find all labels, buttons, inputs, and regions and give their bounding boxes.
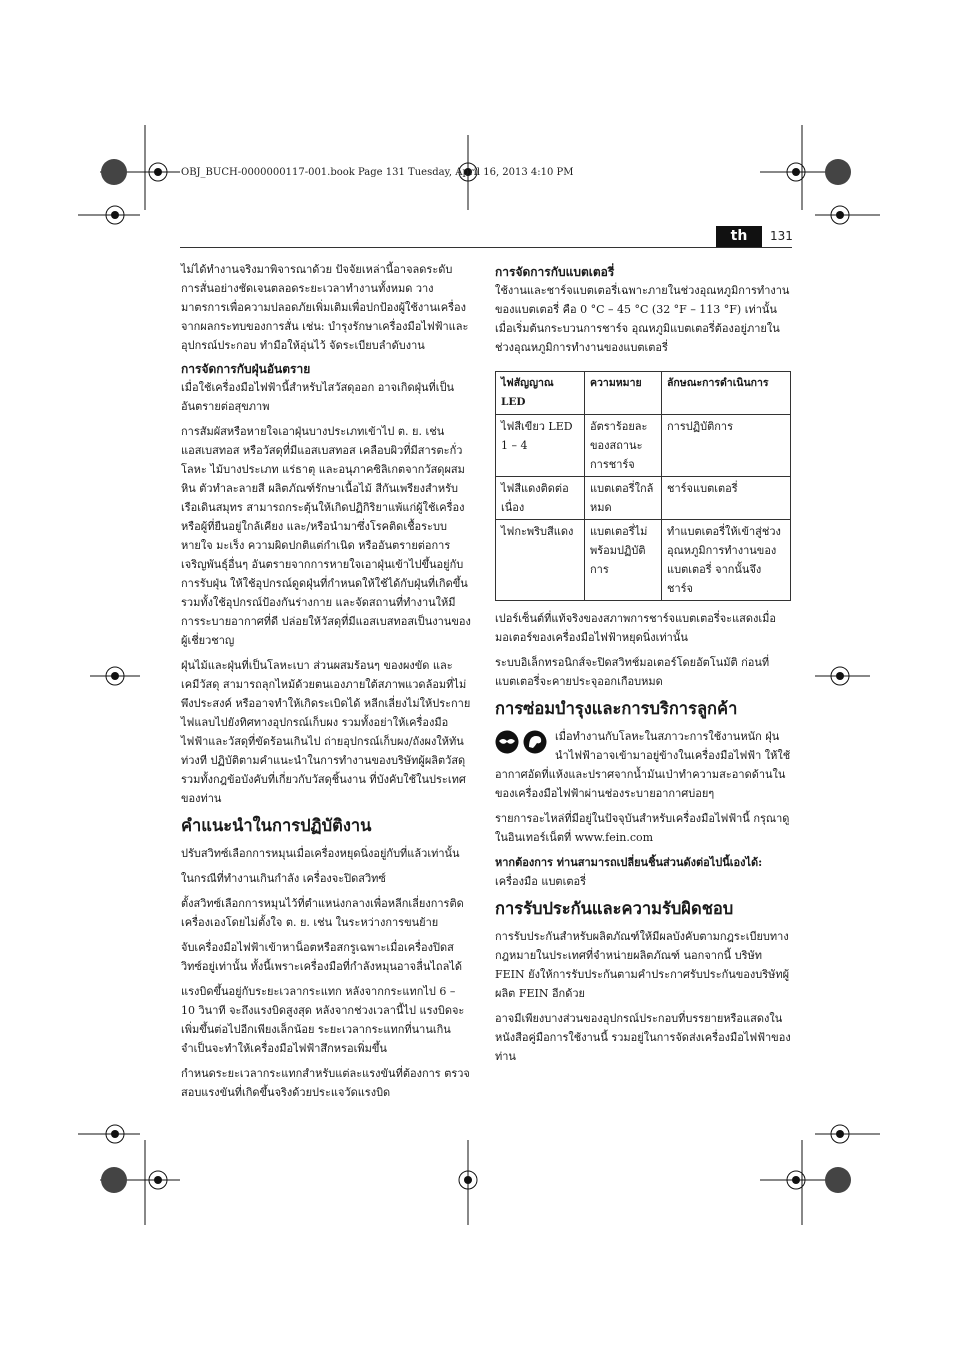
table-row <box>496 520 791 601</box>
ops-paragraph-3: ตั้งสวิทซ์เลือกการหมุนไว้ที่ตำแหน่งกลางเพื่อหลีกเลี่ยงการติดเครื่องเองโดยไม่ตั้งใจ ต. ย. เช่น ในระหว่างการขนย้าย <box>181 897 464 929</box>
table-header-row <box>496 372 791 415</box>
page-number: 131 <box>770 229 793 243</box>
service-paragraph-1-text: เมื่อทำงานกับโลหะในสภาวะการใช้งานหนัก ฝุ่นนำไฟฟ้าอาจเข้ามาอยู่ข้างในเครื่องมือไฟฟ้า ให้ใช้อากาศอัดที่แห้งและปราศจากน้ำมันเป่าทำความสะอาดด้านในของเครื่องมือไฟฟ้าผ่านช่องระบายอากาศบ่อยๆ <box>495 730 791 800</box>
battery-paragraph-1: ใช้งานและชาร์จแบตเตอรี่เฉพาะภายในช่วงอุณหภูมิการทำงานของแบตเตอรี่ คือ 0 °C – 45 °C (32 °F – 113 °F) เท่านั้น เมื่อเริ่มต้นกระบวนการชาร์จ อุณหภูมิแบตเตอรี่ต้องอยู่ภายในช่วงอุณหภูมิการทำงานของแบตเตอรี่ <box>495 284 790 354</box>
right-column <box>495 260 791 1072</box>
ops-paragraph-6: กำหนดระยะเวลากระแทกสำหรับแต่ละแรงขันที่ต้องการ ตรวจสอบแรงขันที่เกิดขึ้นจริงด้วยประแจวัดแรงบิด <box>181 1067 470 1099</box>
service-bold-note: หากต้องการ ท่านสามารถเปลี่ยนชิ้นส่วนดังต่อไปนี้เองได้: <box>495 856 763 869</box>
table-row <box>496 415 791 477</box>
table-cell: ไฟสีแดงติดต่อเนื่อง <box>496 477 585 520</box>
table-header-cell: ความหมาย <box>585 372 662 415</box>
service-replaceable-parts <box>495 853 791 891</box>
dust-paragraph-2: การสัมผัสหรือหายใจเอาฝุ่นบางประเภทเข้าไป ต. ย. เช่น แอสเบสทอส หรือวัสดุที่มีแอสเบสทอส เคลือบผิวที่มีสารตะกั่ว โลหะ ไม้บางประเภท แร่ธาตุ และอนุภาคซิลิเกตจากวัสดุผสมหิน ตัวทำละลายสี ผลิตภัณฑ์รักษาเนื้อไม้ สีกันเพรียงสำหรับเรือเดินสมุทร สามารถกระตุ้นให้เกิดปฏิกิริยาแพ้แก่ผู้ใช้เครื่องหรือผู้ที่ยืนอยู่ใกล้เคียง และ/หรือนำมาซึ่งโรคติดเชื้อระบบหายใจ มะเร็ง ความผิดปกติแต่กำเนิด หรืออันตรายต่อการเจริญพันธุ์อื่นๆ อันตรายจากการหายใจเอาฝุ่นเข้าไปขึ้นอยู่กับการรับฝุ่น ให้ใช้อุปกรณ์ดูดฝุ่นที่กำหนดให้ใช้ได้กับฝุ่นที่เกิดขึ้น รวมทั้งใช้อุปกรณ์ป้องกันร่างกาย และจัดสถานที่ทำงานให้มีการระบายอากาศที่ดี ปล่อยให้วัสดุที่มีแอสเบสทอสเป็นงานของผู้เชี่ยวชาญ <box>181 425 471 647</box>
left-column <box>181 260 471 1108</box>
table-cell: การปฏิบัติการ <box>662 415 791 477</box>
ops-paragraph-5: แรงบิดขึ้นอยู่กับระยะเวลากระแทก หลังจากกระแทกไป 6 – 10 วินาที จะถึงแรงบิดสูงสุด หลังจากช่วงเวลานี้ไป แรงบิดจะเพิ่มขึ้นต่อไปอีกเพียงเล็กน้อย ระยะเวลากระแทกที่นานเกินจำเป็นจะทำให้เครื่องมือไฟฟ้าสึกหรอเพิ่มขึ้น <box>181 985 465 1055</box>
ops-paragraph-2: ในกรณีที่ทำงานเกินกำลัง เครื่องจะปิดสวิทซ์ <box>181 872 386 885</box>
service-paragraph-1 <box>495 727 791 803</box>
warranty-heading: การรับประกันและความรับผิดชอบ <box>495 899 734 918</box>
battery-paragraph-3: ระบบอิเล็กทรอนิกส์จะปิดสวิทช์มอเตอร์โดยอัตโนมัติ ก่อนที่แบตเตอรี่จะคายประจุออกเกือบหมด <box>495 656 770 688</box>
table-cell: แบตเตอรี่ใกล้หมด <box>585 477 662 520</box>
operating-instructions-heading: คำแนะนำในการปฏิบัติงาน <box>181 816 372 835</box>
service-heading: การซ่อมบำรุงและการบริการลูกค้า <box>495 699 738 718</box>
table-header-cell: ไฟสัญญาณ LED <box>496 372 585 415</box>
table-cell: ทำแบตเตอรี่ให้เข้าสู่ช่วงอุณหภูมิการทำงานของแบตเตอรี่ จากนั้นจึงชาร์จ <box>662 520 791 601</box>
table-cell: ไฟกะพริบสีแดง <box>496 520 585 601</box>
table-cell: ชาร์จแบตเตอรี่ <box>662 477 791 520</box>
dust-paragraph-1: เมื่อใช้เครื่องมือไฟฟ้านี้สำหรับไสวัสดุออก อาจเกิดฝุ่นที่เป็นอันตรายต่อสุขภาพ <box>181 381 455 413</box>
safety-glasses-and-ear-protection-icons <box>495 729 551 755</box>
battery-heading: การจัดการกับแบตเตอรี่ <box>495 265 615 279</box>
warranty-paragraph-1: การรับประกันสำหรับผลิตภัณฑ์ให้มีผลบังคับตามกฎระเบียบทางกฎหมายในประเทศที่จำหน่ายผลิตภัณฑ์ นอกจากนี้ บริษัท FEIN ยังให้การรับประกันตามคำประกาศรับประกันของบริษัทผู้ผลิต FEIN อีกด้วย <box>495 930 790 1000</box>
table-row <box>496 477 791 520</box>
header-rule <box>180 247 792 248</box>
ops-paragraph-1: ปรับสวิทซ์เลือกการหมุนเมื่อเครื่องหยุดนิ่งอยู่กับที่แล้วเท่านั้น <box>181 847 460 860</box>
ops-paragraph-4: จับเครื่องมือไฟฟ้าเข้าหาน็อตหรือสกรูเฉพาะเมื่อเครื่องปิดสวิทซ์อยู่เท่านั้น ทั้งนี้เพราะเครื่องมือที่กำลังหมุนอาจลื่นไถลได้ <box>181 941 462 973</box>
table-header-cell: ลักษณะการดำเนินการ <box>662 372 791 415</box>
service-parts-list: เครื่องมือ แบตเตอรี่ <box>495 875 586 888</box>
service-paragraph-2: รายการอะไหล่ที่มีอยู่ในปัจจุบันสำหรับเครื่องมือไฟฟ้านี้ กรุณาดูในอินเทอร์เน็ตที่ www.fein.com <box>495 812 790 844</box>
battery-paragraph-2: เปอร์เซ็นต์ที่แท้จริงของสภาพการชาร์จแบตเตอรี่จะแสดงเมื่อมอเตอร์ของเครื่องมือไฟฟ้าหยุดนิ่งเท่านั้น <box>495 612 777 644</box>
table-cell: อัตราร้อยละของสถานะการชาร์จ <box>585 415 662 477</box>
led-status-table <box>495 371 791 601</box>
warranty-paragraph-2: อาจมีเพียงบางส่วนของอุปกรณ์ประกอบที่บรรยายหรือแสดงในหนังสือคู่มือการใช้งานนี้ รวมอยู่ในการจัดส่งเครื่องมือไฟฟ้าของท่าน <box>495 1012 791 1063</box>
table-cell: แบตเตอรี่ไม่พร้อมปฏิบัติการ <box>585 520 662 601</box>
table-cell: ไฟสีเขียว LED 1 – 4 <box>496 415 585 477</box>
file-info-line: OBJ_BUCH-0000000117-001.book Page 131 Tuesday, April 16, 2013 4:10 PM <box>181 167 574 178</box>
dust-paragraph-3: ฝุ่นไม้และฝุ่นที่เป็นโลหะเบา ส่วนผสมร้อนๆ ของผงขัด และเคมีวัสดุ สามารถลุกไหม้ด้วยตนเองภายใต้สภาพแวดล้อมที่ไม่พึงประสงค์ หรืออาจทำให้เกิดระเบิดได้ หลีกเลี่ยงไม่ให้ประกายไฟแลบไปยังทิศทางอุปกรณ์เก็บผง รวมทั้งอย่าให้เครื่องมือไฟฟ้าและวัสดุที่ขัดร้อนเกินไป ถ่ายอุปกรณ์เก็บผง/ถังผงให้ทันท่วงที ปฏิบัติตามคำแนะนำในการทำงานของบริษัทผู้ผลิตวัสดุ รวมทั้งกฎข้อบังคับที่เกี่ยวกับวัสดุชิ้นงาน ที่บังคับใช้ในประเทศของท่าน <box>181 659 471 805</box>
dust-heading: การจัดการกับฝุ่นอันตราย <box>181 362 311 376</box>
intro-paragraph: ไม่ได้ทำงานจริงมาพิจารณาด้วย ปัจจัยเหล่านี้อาจลดระดับการสั่นอย่างชัดเจนตลอดระยะเวลาทำงานทั้งหมด วางมาตรการเพื่อความปลอดภัยเพิ่มเติมเพื่อปกป้องผู้ใช้งานเครื่องจากผลกระทบของการสั่น เช่น: บำรุงรักษาเครื่องมือไฟฟ้าและอุปกรณ์ประกอบ ทำมือให้อุ่นไว้ จัดระเบียบลำดับงาน <box>181 263 469 352</box>
language-badge: th <box>716 226 762 247</box>
